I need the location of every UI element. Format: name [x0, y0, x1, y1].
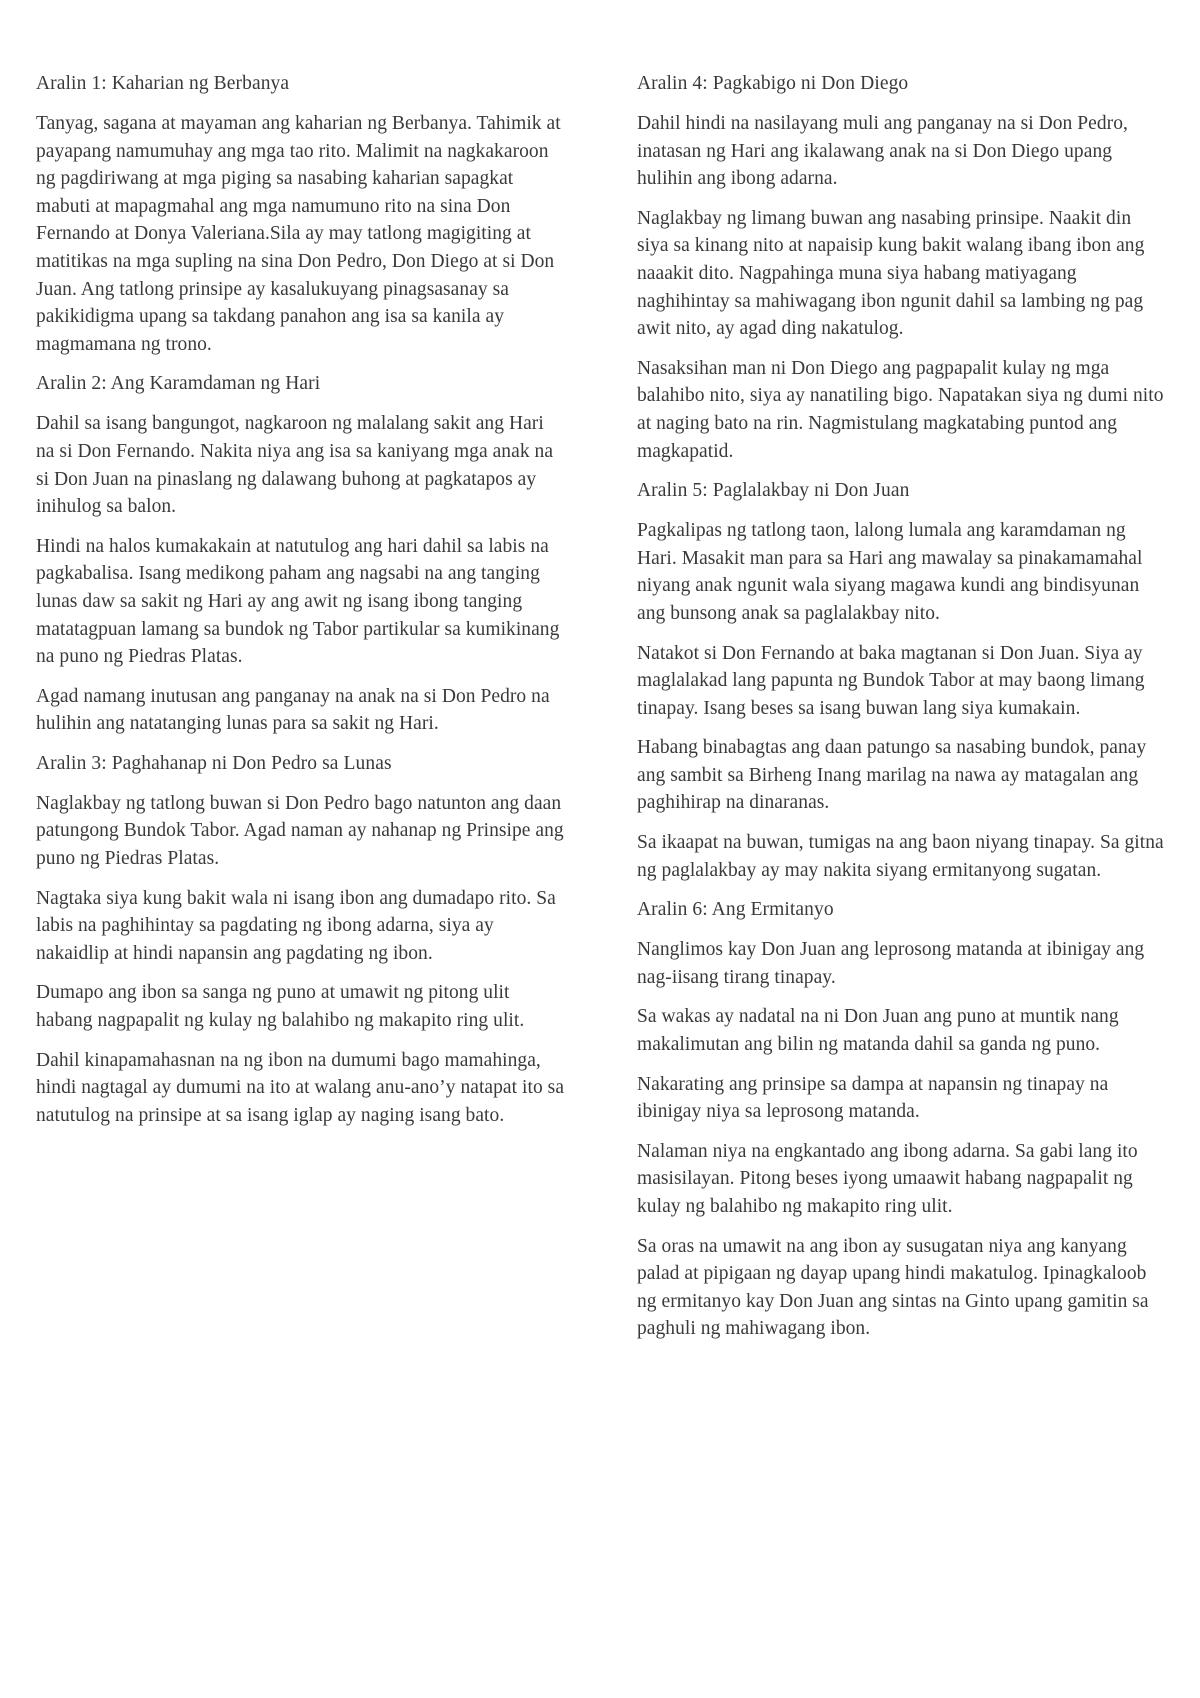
lesson-1 — [36, 70, 566, 358]
paragraph: Dahil hindi na nasilayang muli ang panganay na si Don Pedro, inatasan ng Hari ang ikalawang anak na si Don Diego upang hulihin ang ibong adarna. — [637, 113, 1128, 190]
paragraph: Nalaman niya na engkantado ang ibong adarna. Sa gabi lang ito masisilayan. Pitong beses iyong umaawit habang nagpapalit ng kulay ng balahibo ng makapito ring ulit. — [637, 1140, 1138, 1217]
paragraph: Tanyag, sagana at mayaman ang kaharian ng Berbanya. Tahimik at payapang namumuhay ang mga tao rito. Malimit na nagkakaroon ng pagdiriwang at mga piging sa nasabing kaharian sapagkat mabuti at mapagmahal ang mga namumuno rito na sina Don Fernando at Donya Valeriana.Sila ay may tatlong magigiting at matitikas na mga supling na sina Don Pedro, Don Diego at si Don Juan. Ang tatlong prinsipe ay kasalukuyang pinagsasanay sa pakikidigma upang sa takdang panahon ang isa sa kanila ay magmamana ng trono. — [36, 113, 561, 355]
paragraph: Nagtaka siya kung bakit wala ni isang ibon ang dumadapo rito. Sa labis na paghihintay sa pagdating ng ibong adarna, siya ay nakaidlip at hindi napansin ang pagdating ng ibon. — [36, 887, 556, 964]
paragraph: Pagkalipas ng tatlong taon, lalong lumala ang karamdaman ng Hari. Masakit man para sa Hari ang mawalay sa pinakamamahal niyang anak ngunit wala siyang magawa kundi ang bindisyunan ang bunsong anak sa paglalakbay nito. — [637, 520, 1143, 624]
paragraph: Dumapo ang ibon sa sanga ng puno at umawit ng pitong ulit habang nagpapalit ng kulay ng balahibo ng makapito ring ulit. — [36, 982, 525, 1032]
lesson-title: Aralin 5: Paglalakbay ni Don Juan — [637, 480, 910, 502]
paragraph: Naglakbay ng tatlong buwan si Don Pedro bago natunton ang daan patungong Bundok Tabor. Agad naman ay nahanap ng Prinsipe ang puno ng Piedras Platas. — [36, 792, 564, 870]
paragraph: Dahil kinapamahasnan na ng ibon na dumumi bago mamahinga, hindi nagtagal ay dumumi na ito at walang anu-ano’y natapat ito sa natutulog na prinsipe at sa isang iglap ay naging isang bato. — [36, 1049, 565, 1126]
lesson-5 — [637, 477, 1167, 884]
paragraph: Natakot si Don Fernando at baka magtanan si Don Juan. Siya ay maglalakad lang papunta ng Bundok Tabor at may baong limang tinapay. Isang beses sa isang buwan lang siya kumakain. — [637, 642, 1145, 719]
paragraph: Nanglimos kay Don Juan ang leprosong matanda at ibinigay ang nag-iisang tirang tinapay. — [637, 939, 1145, 988]
lesson-title: Aralin 6: Ang Ermitanyo — [637, 899, 834, 921]
paragraph: Sa ikaapat na buwan, tumigas na ang baon niyang tinapay. Sa gitna ng paglalakbay ay may nakita siyang ermitanyong sugatan. — [637, 832, 1164, 881]
lesson-4 — [637, 70, 1167, 465]
paragraph: Sa wakas ay nadatal na ni Don Juan ang puno at muntik nang makalimutan ang bilin ng matanda dahil sa ganda ng puno. — [637, 1006, 1119, 1056]
paragraph: Naglakbay ng limang buwan ang nasabing prinsipe. Naakit din siya sa kinang nito at napaisip kung bakit walang ibang ibon ang naaakit dito. Nagpahinga muna siya habang matiyagang naghihintay sa mahiwagang ibon ngunit dahil sa lambing ng pag awit nito, ay agad ding nakatulog. — [637, 207, 1145, 340]
paragraph: Nasaksihan man ni Don Diego ang pagpapalit kulay ng mga balahibo nito, siya ay nanatiling bigo. Napatakan siya ng dumi nito at naging bato na rin. Nagmistulang magkatabing puntod ang magkapatid. — [637, 357, 1164, 462]
paragraph: Habang binabagtas ang daan patungo sa nasabing bundok, panay ang sambit sa Birheng Inang marilag na nawa ay matagalan ang paghihirap na dinaranas. — [637, 737, 1147, 814]
lesson-title: Aralin 2: Ang Karamdaman ng Hari — [36, 373, 321, 395]
lesson-title: Aralin 3: Paghahanap ni Don Pedro sa Lunas — [36, 752, 392, 774]
paragraph: Sa oras na umawit na ang ibon ay susugatan niya ang kanyang palad at pipigaan ng dayap upang hindi makatulog. Ipinagkaloob ng ermitanyo kay Don Juan ang sintas na Ginto upang gamitin sa paghuli ng mahiwagang ibon. — [637, 1235, 1149, 1340]
lesson-title: Aralin 1: Kaharian ng Berbanya — [36, 73, 290, 94]
lesson-2 — [36, 370, 566, 738]
paragraph: Nakarating ang prinsipe sa dampa at napansin ng tinapay na ibinigay niya sa leprosong matanda. — [637, 1073, 1109, 1123]
paragraph: Dahil sa isang bangungot, nagkaroon ng malalang sakit ang Hari na si Don Fernando. Nakita niya ang isa sa kaniyang mga anak na si Don Juan na pinaslang ng dalawang buhong at pagkatapos ay inihulog sa balon. — [36, 413, 554, 518]
left-column — [36, 70, 566, 1141]
lesson-6 — [637, 896, 1167, 1343]
right-column — [637, 70, 1167, 1355]
paragraph: Hindi na halos kumakakain at natutulog ang hari dahil sa labis na pagkabalisa. Isang medikong paham ang nagsabi na ang tanging lunas daw sa sakit ng Hari ay ang awit ng isang ibong tanging matatagpuan lamang sa bundok ng Tabor partikular sa kumikinang na puno ng Piedras Platas. — [36, 535, 560, 668]
lesson-3 — [36, 750, 566, 1130]
lesson-title: Aralin 4: Pagkabigo ni Don Diego — [637, 73, 909, 94]
paragraph: Agad namang inutusan ang panganay na anak na si Don Pedro na hulihin ang natatanging lunas para sa sakit ng Hari. — [36, 685, 550, 735]
